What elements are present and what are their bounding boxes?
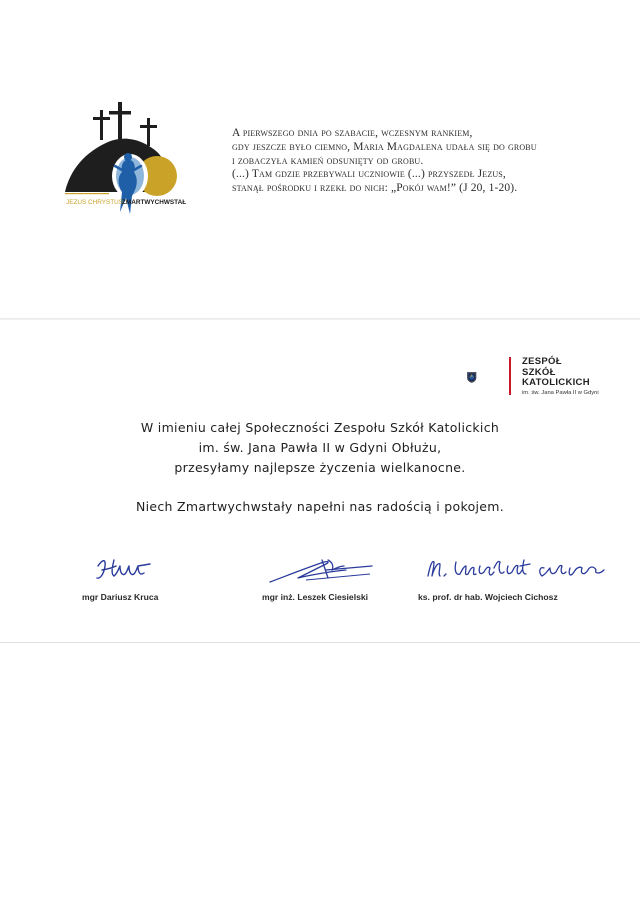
school-name-line: SZKÓŁ [522, 366, 556, 378]
school-subtitle: im. św. Jana Pawła II w Gdyni [522, 389, 599, 396]
school-crest-icon [466, 356, 506, 398]
card-front-panel [0, 0, 640, 318]
logo-left-label: JEZUS CHRYSTUS [66, 199, 124, 206]
signature-ciesielski-icon [266, 552, 378, 588]
logo-right-label: ZMARTWYCHWSTAŁ [122, 199, 187, 206]
school-name-line: ZESPÓŁ [522, 356, 562, 367]
school-name-line: KATOLICKICH [522, 377, 590, 388]
signature-cichosz-icon [424, 552, 614, 584]
scripture-quote [232, 127, 632, 196]
easter-greeting [100, 418, 540, 517]
quote-line: gdy jeszcze było ciemno, Maria Magdalena udała się do grobu [232, 140, 537, 153]
quote-line: stanął pośrodku i rzekł do nich: „Pokój wam!” (J 20, 1-20). [232, 182, 518, 195]
quote-line: (...) Tam gdzie przebywali uczniowie (...) przyszedł Jezus, [232, 168, 506, 181]
school-name-block [522, 357, 599, 398]
quote-line: A pierwszego dnia po szabacie, wczesnym rankiem, [232, 127, 473, 139]
school-logo-divider [509, 357, 511, 395]
signatory-name: mgr inż. Leszek Ciesielski [262, 592, 369, 602]
greeting-line: im. św. Jana Pawła II w Gdyni Obłużu, [198, 440, 442, 455]
greeting-line: przesyłamy najlepsze życzenia wielkanocne. [174, 460, 466, 475]
jezus-chrystus-zmartwychwstal-logo-icon [60, 100, 190, 225]
signatory-name: mgr Dariusz Kruca [82, 592, 159, 602]
greeting-line: W imieniu całej Społeczności Zespołu Szkół Katolickich [140, 420, 500, 435]
signature-kruca-icon [92, 552, 154, 584]
quote-line: i zobaczyła kamień odsunięty od grobu. [232, 154, 424, 167]
signatory-name: ks. prof. dr hab. Wojciech Cichosz [418, 592, 558, 602]
greeting-wish: Niech Zmartwychwstały napełni nas radością i pokojem. [135, 499, 505, 514]
